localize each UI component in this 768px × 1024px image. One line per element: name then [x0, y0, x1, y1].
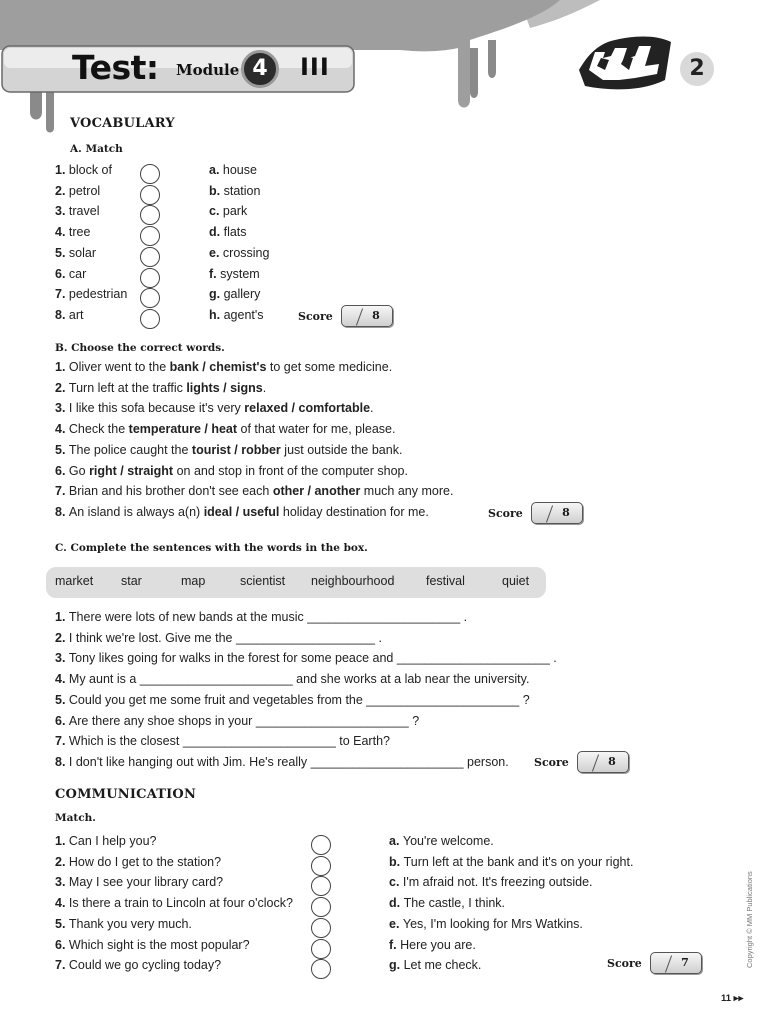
- score-total: 8: [608, 755, 616, 768]
- word-choice[interactable]: other / another: [272, 484, 361, 499]
- fill-in-item: 7. Which is the closest ______________________ to Earth?: [55, 734, 390, 749]
- answer-circle[interactable]: [311, 876, 331, 896]
- dialogue-response: e. Yes, I'm looking for Mrs Watkins.: [389, 916, 583, 931]
- word-box-item: map: [181, 574, 206, 588]
- part-a-score: [298, 305, 393, 327]
- match-item-right: e. crossing: [209, 245, 270, 260]
- level-badge: 2: [680, 52, 714, 86]
- full-blast-logo: [575, 30, 675, 94]
- match-item-left: 2. petrol: [55, 183, 101, 198]
- match-item-left: 5. solar: [55, 245, 96, 260]
- word-choice[interactable]: tourist / robber: [191, 442, 281, 457]
- word-box-item: festival: [426, 574, 465, 588]
- word-choice[interactable]: temperature / heat: [128, 422, 238, 437]
- score-box[interactable]: [577, 751, 629, 773]
- score-total: 7: [681, 956, 689, 969]
- dialogue-question: 4. Is there a train to Lincoln at four o'clock?: [55, 896, 293, 911]
- score-label: Score: [607, 956, 642, 970]
- dialogue-response: d. The castle, I think.: [389, 896, 506, 911]
- part-a-label: A. Match: [70, 143, 123, 155]
- module-mark: III: [300, 53, 330, 81]
- match-item-right: d. flats: [209, 225, 247, 240]
- word-box-item: market: [55, 574, 94, 588]
- part-b-label: B. Choose the correct words.: [55, 342, 225, 354]
- choose-item: 2. Turn left at the traffic lights / signs.: [55, 380, 267, 395]
- word-box: [46, 567, 546, 598]
- choose-item: 5. The police caught the tourist / robber just outside the bank.: [55, 442, 403, 457]
- match-item-right: a. house: [209, 163, 257, 177]
- word-box-item: star: [121, 574, 142, 588]
- answer-circle[interactable]: [140, 164, 160, 184]
- score-total: 8: [562, 506, 570, 519]
- word-choice[interactable]: lights / signs: [186, 380, 263, 395]
- word-choice[interactable]: right / straight: [89, 463, 174, 478]
- match-item-right: g. gallery: [209, 287, 261, 302]
- word-box-item: neighbourhood: [311, 574, 395, 588]
- answer-circle[interactable]: [311, 897, 331, 917]
- dialogue-response: g. Let me check.: [389, 958, 482, 973]
- choose-item: 3. I like this sofa because it's very relaxed / comfortable.: [55, 401, 374, 416]
- dialogue-question: 3. May I see your library card?: [55, 875, 224, 890]
- page-number: 11 ▸▸: [721, 993, 744, 1004]
- match-item-right: b. station: [209, 183, 261, 198]
- dialogue-question: 6. Which sight is the most popular?: [55, 937, 250, 952]
- answer-circle[interactable]: [140, 205, 160, 225]
- score-box[interactable]: [531, 502, 583, 524]
- choose-item: 7. Brian and his brother don't see each other / another much any more.: [55, 484, 454, 499]
- match-item-right: f. system: [209, 266, 260, 281]
- fill-in-item: 8. I don't like hanging out with Jim. He's really ______________________ person.: [55, 754, 509, 769]
- dialogue-question: 2. How do I get to the station?: [55, 854, 222, 869]
- choose-item: 6. Go right / straight on and stop in front of the computer shop.: [55, 463, 408, 478]
- match-item-left: 4. tree: [55, 225, 91, 240]
- dialogue-response: f. Here you are.: [389, 937, 476, 952]
- page-title: Test:: [72, 48, 159, 87]
- answer-circle[interactable]: [140, 268, 160, 288]
- word-choice[interactable]: bank / chemist's: [169, 360, 267, 374]
- match-item-left: 3. travel: [55, 204, 100, 219]
- match-item-right: h. agent's: [209, 307, 264, 322]
- answer-circle[interactable]: [311, 856, 331, 876]
- fill-in-item: 6. Are there any shoe shops in your ______________________ ?: [55, 713, 420, 728]
- match-item-left: 6. car: [55, 266, 87, 281]
- score-label: Score: [298, 309, 333, 323]
- choose-item: 4. Check the temperature / heat of that water for me, please.: [55, 422, 396, 437]
- fill-in-item: 3. Tony likes going for walks in the forest for some peace and ______________________ .: [55, 651, 557, 666]
- module-number-badge: 4: [241, 50, 279, 88]
- fill-in-item: 2. I think we're lost. Give me the ____________________ .: [55, 630, 382, 645]
- answer-circle[interactable]: [311, 918, 331, 938]
- answer-circle[interactable]: [311, 959, 331, 979]
- match-item-left: 7. pedestrian: [55, 287, 128, 302]
- answer-circle[interactable]: [311, 939, 331, 959]
- dialogue-question: 5. Thank you very much.: [55, 916, 192, 931]
- part-c-label: C. Complete the sentences with the words in the box.: [55, 542, 368, 554]
- answer-circle[interactable]: [140, 185, 160, 205]
- score-box[interactable]: [650, 952, 702, 974]
- answer-circle[interactable]: [140, 288, 160, 308]
- part-c-score: [534, 751, 629, 773]
- score-total: 8: [372, 309, 380, 322]
- fill-in-item: 5. Could you get me some fruit and vegetables from the ______________________ ?: [55, 692, 530, 707]
- choose-item: 8. An island is always a(n) ideal / useful holiday destination for me.: [55, 504, 429, 519]
- communication-label: Match.: [55, 812, 96, 824]
- dialogue-question: 7. Could we go cycling today?: [55, 958, 222, 973]
- dialogue-response: b. Turn left at the bank and it's on your right.: [389, 854, 634, 869]
- word-box-item: scientist: [240, 574, 286, 588]
- match-item-left: 8. art: [55, 307, 84, 322]
- communication-score: [607, 952, 702, 974]
- part-b-score: [488, 502, 583, 524]
- copyright-notice: Copyright © MM Publications: [745, 871, 754, 968]
- fill-in-item: 1. There were lots of new bands at the music ______________________ .: [55, 610, 468, 624]
- score-box[interactable]: [341, 305, 393, 327]
- dialogue-question: 1. Can I help you?: [55, 834, 157, 848]
- match-item-left: 1. block of: [55, 163, 112, 177]
- dialogue-response: c. I'm afraid not. It's freezing outside.: [389, 875, 593, 890]
- communication-heading: COMMUNICATION: [55, 787, 197, 802]
- word-choice[interactable]: ideal / useful: [203, 504, 280, 519]
- fill-in-item: 4. My aunt is a ______________________ and she works at a lab near the university.: [55, 672, 530, 687]
- score-label: Score: [534, 755, 569, 769]
- match-item-right: c. park: [209, 204, 248, 219]
- answer-circle[interactable]: [311, 835, 331, 855]
- word-box-item: quiet: [502, 574, 530, 588]
- vocabulary-heading: VOCABULARY: [70, 116, 175, 131]
- word-choice[interactable]: relaxed / comfortable: [244, 401, 371, 416]
- answer-circle[interactable]: [140, 226, 160, 246]
- choose-item: 1. Oliver went to the bank / chemist's to get some medicine.: [55, 360, 393, 374]
- answer-circle[interactable]: [140, 309, 160, 329]
- answer-circle[interactable]: [140, 247, 160, 267]
- score-label: Score: [488, 506, 523, 520]
- module-label: Module: [176, 61, 240, 79]
- dialogue-response: a. You're welcome.: [389, 834, 494, 848]
